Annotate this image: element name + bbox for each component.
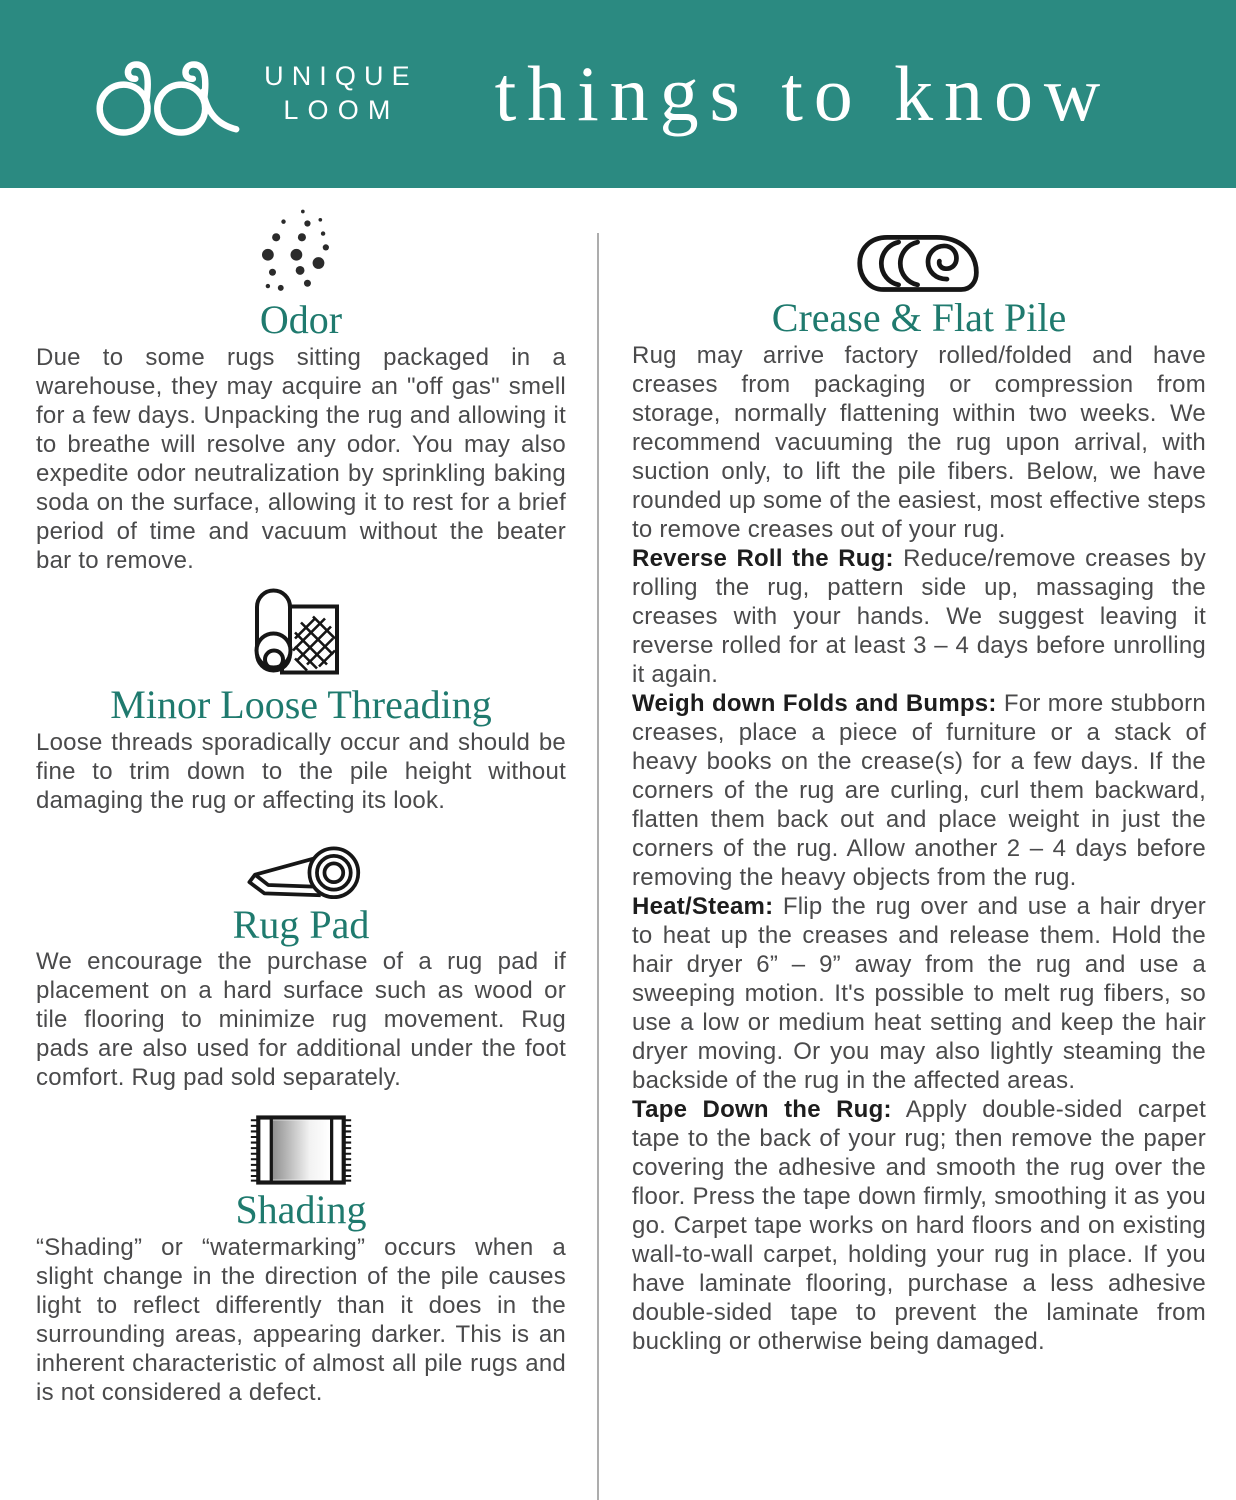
tip-weigh-down-label: Weigh down Folds and Bumps: — [632, 689, 997, 717]
tip-weigh-down-text: For more stubborn creases, place a piece of furniture or a stack of heavy books on the crease(s) for a few days. If the corners of the rug are curling, curl them backward, flatten them back out and place weight in just the corners of the rug. Allow another 2 – 4 days before removing the heavy objects from the rug. — [632, 689, 1206, 891]
tip-reverse-roll — [632, 544, 1206, 689]
tip-heat-steam-label: Heat/Steam: — [632, 892, 774, 920]
odor-sprinkle-dots-icon — [259, 206, 343, 298]
section-heading-threading: Minor Loose Threading — [110, 681, 492, 727]
tip-tape-down — [632, 1095, 1206, 1356]
section-heading-crease: Crease & Flat Pile — [771, 295, 1067, 340]
tip-heat-steam-text: Flip the rug over and use a hair dryer to heat up the creases and release them. Hold the hair dryer 6” – 9” away from the rug and use a sweeping motion. It's possible to melt rug fibers, so use a low or medium heat setting and keep the hair dryer moving. Or you may also lightly steaming the backside of the rug in the affected areas. — [632, 892, 1206, 1094]
section-body-crease: Rug may arrive factory rolled/folded and have creases from packaging or compression from storage, normally flattening within two weeks. We recommend vacuuming the rug upon arrival, with suction only, to lift the pile fibers. Below, we have rounded up some of the easiest, most effective steps to remove creases out of your rug. — [632, 341, 1206, 543]
section-heading-rug-pad: Rug Pad — [232, 901, 370, 947]
tip-reverse-roll-label: Reverse Roll the Rug: — [632, 544, 894, 572]
section-heading-shading: Shading — [235, 1187, 367, 1233]
brand-wordmark — [256, 60, 418, 128]
section-heading-odor: Odor — [259, 297, 343, 342]
crease-section-icon-wrap — [632, 230, 1206, 296]
left-column — [36, 190, 566, 1407]
unique-loom-glasses-logo-icon — [90, 40, 242, 148]
rug-pad-roll-icon — [240, 835, 362, 903]
brand-logo-group — [90, 40, 418, 148]
tip-tape-down-text: Apply double-sided carpet tape to the back of your rug; then remove the paper covering the adhesive and smooth the rug over the floor. Press the tape down firmly, smoothing it as you go. Carpet tape works on hard floors and on existing wall-to-wall carpet, holding your rug in place. If you have laminate flooring, purchase a less adhesive double-sided tape to prevent the laminate from buckling or otherwise being damaged. — [632, 1095, 1206, 1355]
rug-pad-section-icon-wrap — [36, 835, 566, 903]
brand-line-unique: UNIQUE — [264, 61, 418, 92]
shading-section-icon-wrap — [36, 1112, 566, 1188]
odor-section-icon-wrap — [36, 206, 566, 298]
shading-rug-gradient-icon — [249, 1112, 353, 1188]
section-body-rug-pad: We encourage the purchase of a rug pad if placement on a hard surface such as wood or tile flooring to minimize rug movement. Rug pads are also used for additional under the foot comfort. Rug pad sold separately. — [36, 948, 566, 1092]
section-body-odor: Due to some rugs sitting packaged in a warehouse, they may acquire an "off gas" smell for a few days. Unpacking the rug and allowing it to breathe will resolve any odor. You may also expedite odor neutralization by sprinkling baking soda on the surface, allowing it to rest for a brief period of time and vacuum without the beater bar to remove. — [36, 343, 566, 574]
brand-line-loom: LOOM — [283, 95, 400, 125]
tip-weigh-down — [632, 689, 1206, 892]
loose-threading-rolled-rug-icon — [249, 585, 354, 683]
page-title: things to know — [494, 50, 1112, 137]
creased-rolled-rug-icon — [855, 230, 983, 296]
tip-heat-steam — [632, 892, 1206, 1095]
tip-tape-down-label: Tape Down the Rug: — [632, 1095, 892, 1123]
section-body-shading: “Shading” or “watermarking” occurs when a slight change in the direction of the pile causes light to reflect differently than it does in the surrounding areas, appearing darker. This is an inherent characteristic of almost all pile rugs and is not considered a defect. — [36, 1234, 566, 1407]
section-body-threading: Loose threads sporadically occur and should be fine to trim down to the pile height without damaging the rug or affecting its look. — [36, 728, 566, 814]
tip-reverse-roll-text: Reduce/remove creases by rolling the rug, pattern side up, massaging the creases with your hands. We suggest leaving it reverse rolled for at least 3 – 4 days before unrolling it again. — [632, 544, 1206, 688]
right-column — [632, 190, 1206, 1356]
header-banner — [0, 0, 1236, 188]
column-divider — [597, 233, 599, 1500]
threading-section-icon-wrap — [36, 585, 566, 683]
